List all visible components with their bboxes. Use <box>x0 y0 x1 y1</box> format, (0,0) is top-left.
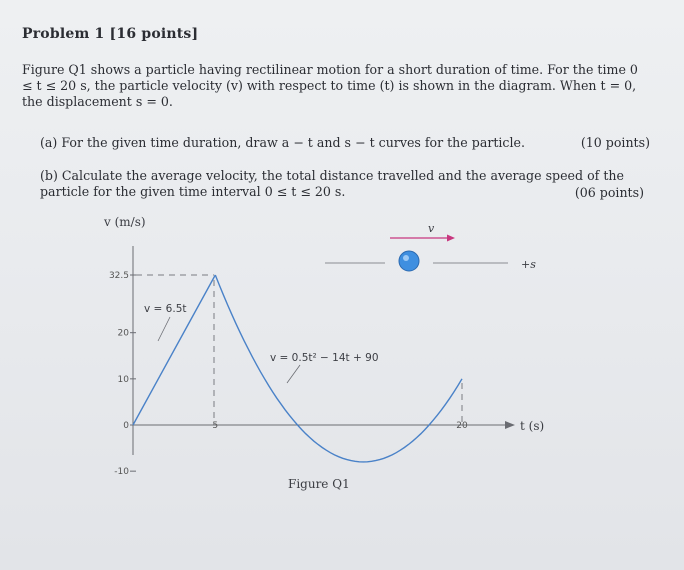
particle-highlight <box>403 255 409 261</box>
y-tick-label: -10 <box>114 467 129 478</box>
velocity-arrow-head-icon <box>447 235 455 242</box>
direction-label: +s <box>521 258 536 271</box>
part-b-points: (06 points) <box>574 185 644 200</box>
eq-linear-leader <box>158 317 170 341</box>
series-quadratic-line <box>215 275 462 462</box>
x-tick-label: 20 <box>456 421 468 431</box>
particle-velocity-label: v <box>428 222 435 235</box>
series-linear-line <box>133 275 215 425</box>
problem-title: Problem 1 [16 points] <box>22 26 199 42</box>
figure-caption: Figure Q1 <box>288 477 350 491</box>
x-tick-label: 5 <box>212 421 219 431</box>
y-tick-label: 10 <box>117 374 129 385</box>
particle-icon <box>399 251 419 271</box>
x-axis-label: t (s) <box>520 419 545 433</box>
x-axis-arrow-icon <box>505 421 515 429</box>
y-tick-label: 20 <box>117 328 129 339</box>
part-b-text: (b) Calculate the average velocity, the total distance travelled and the average speed of the particle for the given time interval 0 ≤ t ≤ 20 s. <box>40 168 624 199</box>
part-a-text: (a) For the given time duration, draw a − t and s − t curves for the particle. <box>40 135 525 150</box>
y-tick-label: 32.5 <box>108 271 129 281</box>
eq-linear-label: v = 6.5t <box>144 303 187 315</box>
y-tick-label: 0 <box>123 421 129 431</box>
problem-intro: Figure Q1 shows a particle having rectilinear motion for a short duration of time. For the time 0 ≤ t ≤ 20 s, the particle velocity (v) with respect to time (t) is shown in the diagram. When t = 0, the displacement s = 0. <box>22 62 638 109</box>
y-axis-label: v (m/s) <box>104 215 146 229</box>
eq-quadratic-label: v = 0.5t² − 14t + 90 <box>270 352 379 364</box>
eq-quadratic-leader <box>287 365 300 383</box>
part-a-points: (10 points) <box>580 135 650 150</box>
